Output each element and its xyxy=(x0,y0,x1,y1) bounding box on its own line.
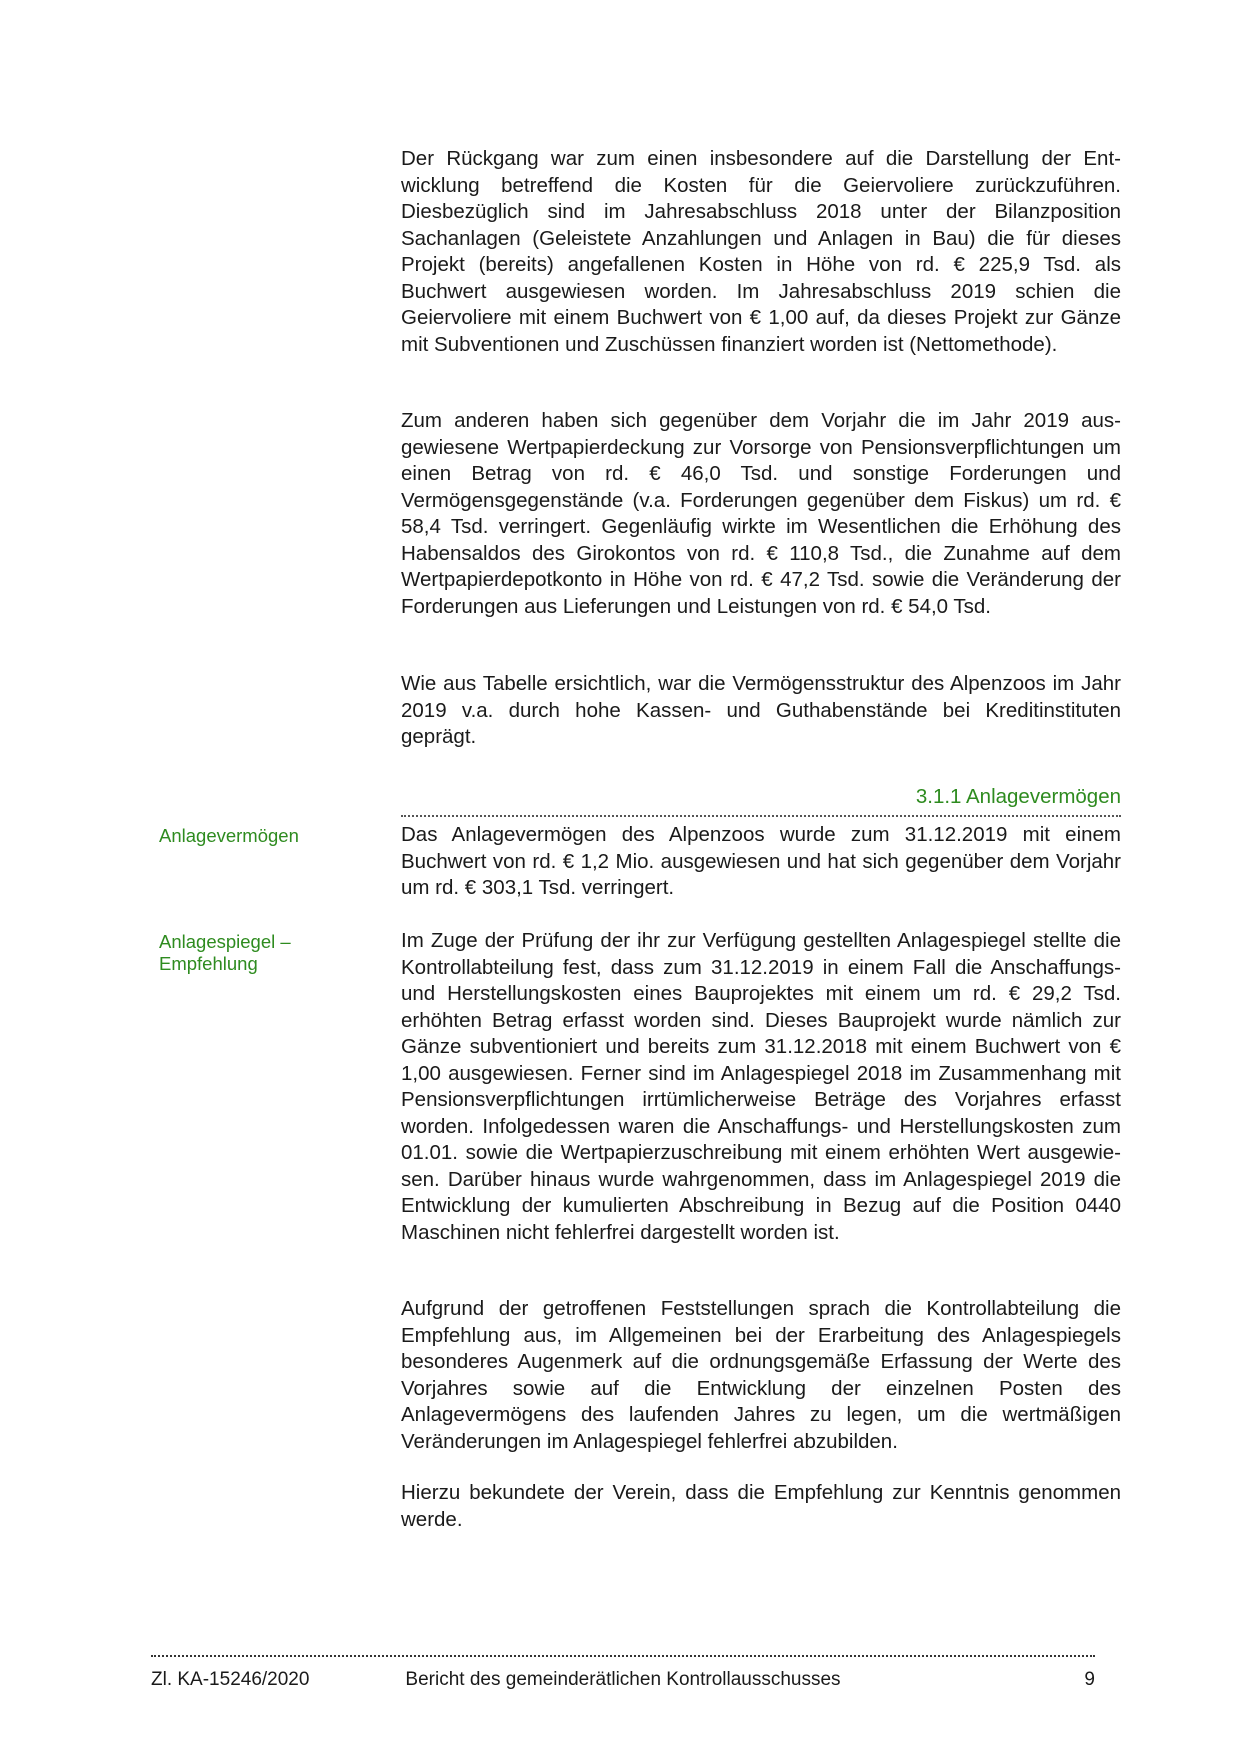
paragraph-anlagevermoegen: Das Anlagevermögen des Alpenzoos wurde zum 31.12.2019 mit einem Buchwert von rd. € 1,2 Mio. ausgewiesen und hat sich gegenüber dem Vorjahr um rd. € 303,1 Tsd. verringert. xyxy=(401,823,1121,899)
footer-title: Bericht des gemeinderätlichen Kontrollausschusses xyxy=(405,1669,841,1690)
paragraph-empfehlung: Aufgrund der getroffenen Feststellungen sprach die Kontrollabteilung die Empfehlung aus, im Allgemeinen bei der Erarbeitung des Anlagespiegels besonderes Augenmerk auf die ordnungsgemäße Erfassung der Werte des Vorjahres sowie auf die Entwicklung der einzelnen Posten des Anlagevermögens des laufenden Jahres zu legen, um die wertmäßigen Veränderungen im Anlagespiegel fehlerfrei abzubilden. xyxy=(401,1297,1121,1453)
body-paragraph xyxy=(401,1296,1121,1455)
body-paragraph xyxy=(401,671,1121,751)
paragraph-vermoegensstruktur: Wie aus Tabelle ersichtlich, war die Vermögensstruktur des Alpenzoos im Jahr 2019 v.a. durch hohe Kassen- und Guthabenstände bei Kreditinstituten geprägt. xyxy=(401,672,1121,748)
body-paragraph xyxy=(401,1480,1121,1533)
paragraph-wertpapierdeckung: Zum anderen haben sich gegenüber dem Vorjahr die im Jahr 2019 ausgewiesene Wertpapierdeckung zur Vorsorge von Pensionsverpflichtungen um einen Betrag von rd. € 46,0 Tsd. und sonstige Forderungen und Vermögensgegenstände (v.a. Forderungen gegenüber dem Fiskus) um rd. € 58,4 Tsd. verringert. Gegenläufig wirkte im Wesentlichen die Erhöhung des Habensaldos des Girokontos von rd. € 110,8 Tsd., die Zunahme auf dem Wertpapierdepotkonto in Höhe von rd. € 47,2 Tsd. sowie die Veränderung der Forderungen aus Lieferungen und Leistungen von rd. € 54,0 Tsd. xyxy=(401,409,1121,618)
body-paragraph xyxy=(401,408,1121,620)
section-heading: 3.1.1 Anlagevermögen xyxy=(401,784,1121,817)
paragraph-stellungnahme: Hierzu bekundete der Verein, dass die Empfehlung zur Kenntnis genommen werde. xyxy=(401,1481,1121,1531)
footer-reference: Zl. KA-15246/2020 xyxy=(151,1669,310,1690)
body-paragraph xyxy=(401,928,1121,1246)
body-paragraph xyxy=(401,146,1121,358)
body-paragraph xyxy=(401,822,1121,902)
paragraph-pruefung-anlagespiegel: Im Zuge der Prüfung der ihr zur Verfügung gestellten Anlagespiegel stellte die Kontrollabteilung fest, dass zum 31.12.2019 in einem Fall die Anschaffungs- und Herstellungskosten eines Bauprojektes mit einem um rd. € 29,2 Tsd. erhöhten Betrag erfasst worden sind. Dieses Bauprojekt wurde nämlich zur Gänze subventioniert und bereits zum 31.12.2018 mit einem Buchwert von € 1,00 ausgewiesen. Ferner sind im Anlagespiegel 2018 im Zusammenhang mit Pensionsverpflichtungen irrtümlicherweise Beträge des Vorjahres erfasst worden. Infolgedessen waren die Anschaffungs- und Herstellungskosten zum 01.01. sowie die Wertpapierzuschreibung mit einem erhöhten Wert ausgewiesen. Darüber hinaus wurde wahrgenommen, dass im Anlagespiegel 2019 die Entwicklung der kumulierten Abschreibung in Bezug auf die Position 0440 Maschinen nicht fehlerfrei dargestellt worden ist. xyxy=(401,929,1121,1244)
page-number: 9 xyxy=(1084,1669,1095,1690)
paragraph-geiervoliere: Der Rückgang war zum einen insbesondere auf die Darstellung der Entwicklung betreffend die Kosten für die Geiervoliere zurückzuführen. Diesbezüglich sind im Jahresabschluss 2018 unter der Bilanzposition Sachanlagen (Geleistete Anzahlungen und Anlagen in Bau) die für dieses Projekt (bereits) angefallenen Kosten in Höhe von rd. € 225,9 Tsd. als Buchwert ausgewiesen worden. Im Jahresabschluss 2019 schien die Geiervoliere mit einem Buchwert von € 1,00 auf, da dieses Projekt zur Gänze mit Subventionen und Zuschüssen finanziert worden ist (Nettomethode). xyxy=(401,147,1121,356)
side-note-anlagevermoegen: Anlagevermögen xyxy=(159,825,299,846)
footer-divider xyxy=(151,1655,1095,1657)
side-note-anlagespiegel-empfehlung: Anlagespiegel – Empfehlung xyxy=(159,931,291,974)
